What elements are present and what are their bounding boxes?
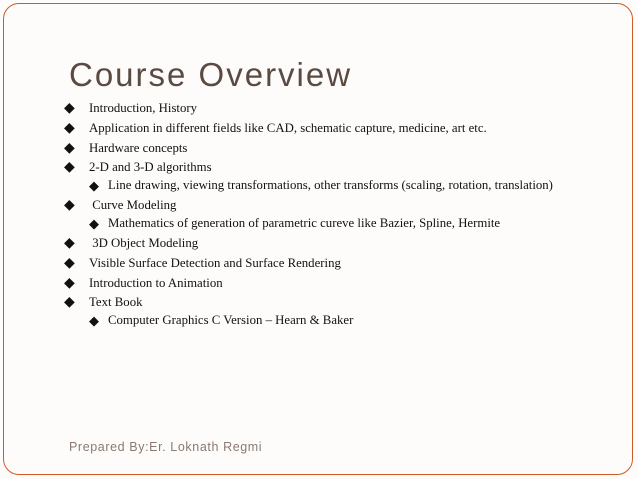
bullet-item-text: 2-D and 3-D algorithms	[89, 160, 212, 175]
diamond-bullet-icon: ◆	[64, 160, 75, 176]
diamond-bullet-icon: ◆	[64, 101, 75, 116]
bullet-item-text: Text Book	[89, 295, 143, 310]
bullet-item	[64, 295, 554, 328]
diamond-bullet-icon: ◆	[64, 120, 75, 136]
diamond-bullet-icon: ◆	[64, 235, 75, 251]
sub-bullet-item	[89, 313, 554, 328]
bullet-item	[64, 121, 554, 136]
diamond-bullet-icon: ◆	[89, 216, 99, 232]
sub-bullet-item	[89, 216, 554, 231]
diamond-bullet-icon: ◆	[89, 313, 99, 329]
bullet-item-text: Introduction to Animation	[89, 275, 223, 290]
bullet-item-text: 3D Object Modeling	[89, 235, 199, 250]
diamond-bullet-icon: ◆	[64, 255, 75, 271]
slide-footer: Prepared By:Er. Loknath Regmi	[69, 440, 263, 454]
diamond-bullet-icon: ◆	[64, 275, 75, 291]
bullet-item	[64, 160, 554, 193]
bullet-item	[64, 141, 554, 156]
bullet-item	[64, 276, 554, 291]
bullet-list	[64, 101, 554, 328]
diamond-bullet-icon: ◆	[89, 178, 99, 194]
bullet-item-text: Introduction, History	[89, 101, 198, 115]
bullet-item-text: Curve Modeling	[89, 198, 177, 213]
bullet-item-text: Hardware concepts	[89, 140, 188, 155]
sub-bullet-item-text: Line drawing, viewing transformations, other transforms (scaling, rotation, translation)	[108, 178, 553, 193]
sub-bullet-list	[89, 178, 554, 193]
sub-bullet-item-text: Mathematics of generation of parametric cureve like Bazier, Spline, Hermite	[108, 216, 501, 231]
sub-bullet-item-text: Computer Graphics C Version – Hearn & Baker	[108, 313, 354, 328]
diamond-bullet-icon: ◆	[64, 295, 75, 311]
bullet-item	[64, 256, 554, 271]
diamond-bullet-icon: ◆	[64, 198, 75, 214]
bullet-item-text: Application in different fields like CAD, schematic capture, medicine, art etc.	[89, 120, 487, 135]
sub-bullet-item	[89, 178, 554, 193]
bullet-item	[64, 101, 554, 116]
bullet-item-text: Visible Surface Detection and Surface Rendering	[89, 255, 341, 270]
bullet-item	[64, 236, 554, 251]
sub-bullet-list	[89, 313, 554, 328]
slide-title: Course Overview	[69, 56, 353, 93]
sub-bullet-list	[89, 216, 554, 231]
bullet-item	[64, 198, 554, 231]
bullet-content	[64, 101, 554, 333]
diamond-bullet-icon: ◆	[64, 140, 75, 156]
